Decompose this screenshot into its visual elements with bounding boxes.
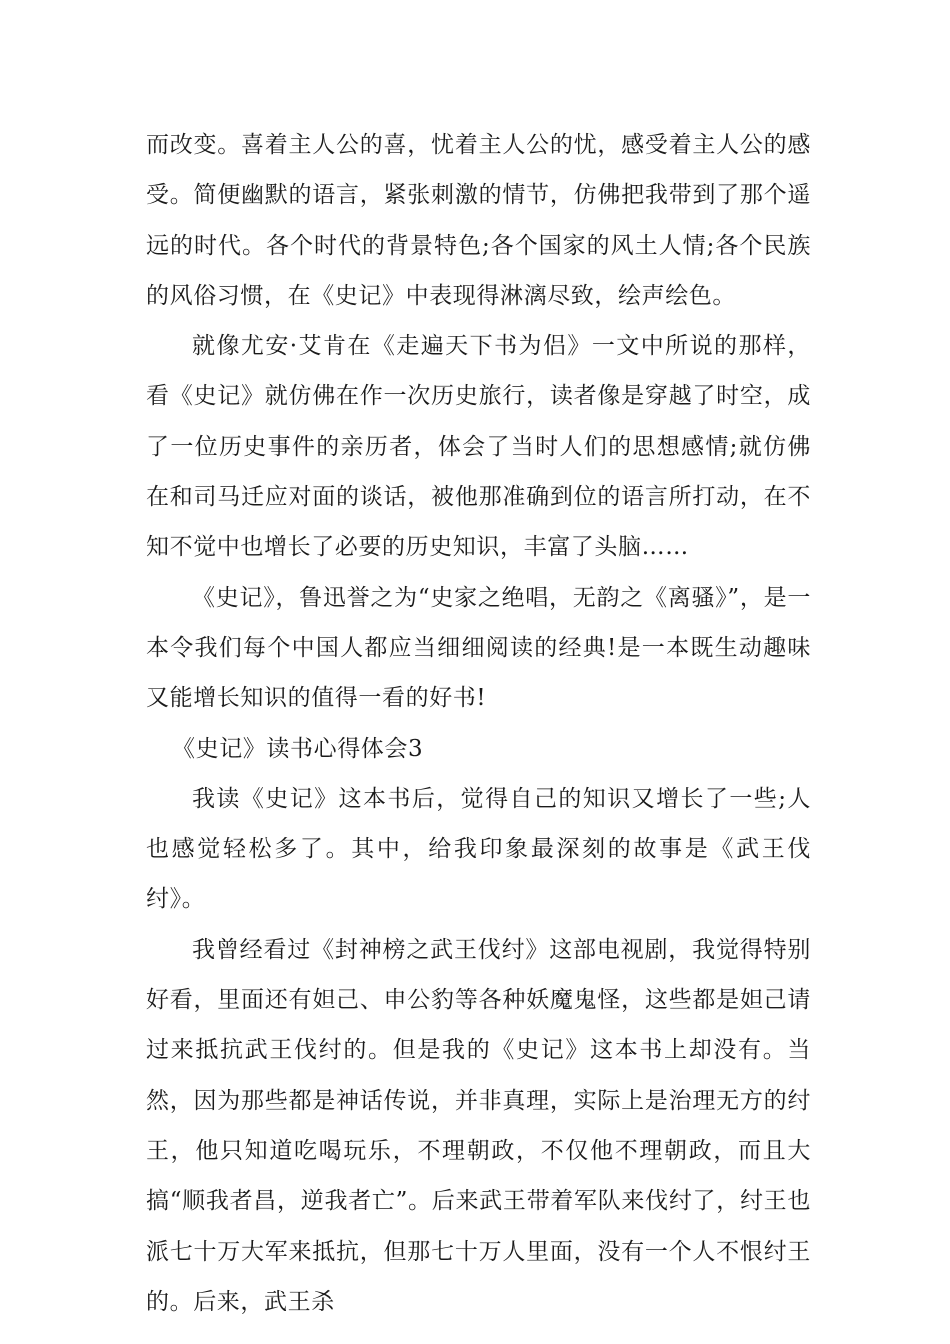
paragraph-continuation: 而改变。喜着主人公的喜，忧着主人公的忧，感受着主人公的感受。简便幽默的语言，紧张刺激的情节，仿佛把我带到了那个遥远的时代。各个时代的背景特色;各个国家的风土人情;各个民族的风俗习惯，在《史记》中表现得淋漓尽致，绘声绘色。 [146, 132, 811, 309]
document-body [146, 120, 811, 1327]
section-heading: 《史记》读书心得体会3 [172, 735, 424, 762]
paragraph-wuwang: 我曾经看过《封神榜之武王伐纣》这部电视剧，我觉得特别好看，里面还有妲己、申公豹等各种妖魔鬼怪，这些都是妲己请过来抵抗武王伐纣的。但是我的《史记》这本书上却没有。当然，因为那些都是神话传说，并非真理，实际上是治理无方的纣王，他只知道吃喝玩乐，不理朝政，不仅他不理朝政，而且大搞“顺我者昌，逆我者亡”。后来武王带着军队来伐纣了，纣王也派七十万大军来抵抗，但那七十万人里面，没有一个人不恨纣王的。后来，武王杀 [146, 936, 811, 1315]
paragraph-travel: 就像尤安·艾肯在《走遍天下书为侣》一文中所说的那样，看《史记》就仿佛在作一次历史旅行，读者像是穿越了时空，成了一位历史事件的亲历者，体会了当时人们的思想感情;就仿佛在和司马迁应对面的谈话，被他那准确到位的语言所打动，在不知不觉中也增长了必要的历史知识，丰富了头脑…… [146, 333, 811, 561]
paragraph-reading: 我读《史记》这本书后，觉得自己的知识又增长了一些;人也感觉轻松多了。其中，给我印象最深刻的故事是《武王伐纣》。 [146, 785, 811, 913]
paragraph-lu-xun: 《史记》，鲁迅誉之为“史家之绝唱，无韵之《离骚》”，是一本令我们每个中国人都应当细细阅读的经典!是一本既生动趣味又能增长知识的值得一看的好书! [146, 584, 811, 712]
